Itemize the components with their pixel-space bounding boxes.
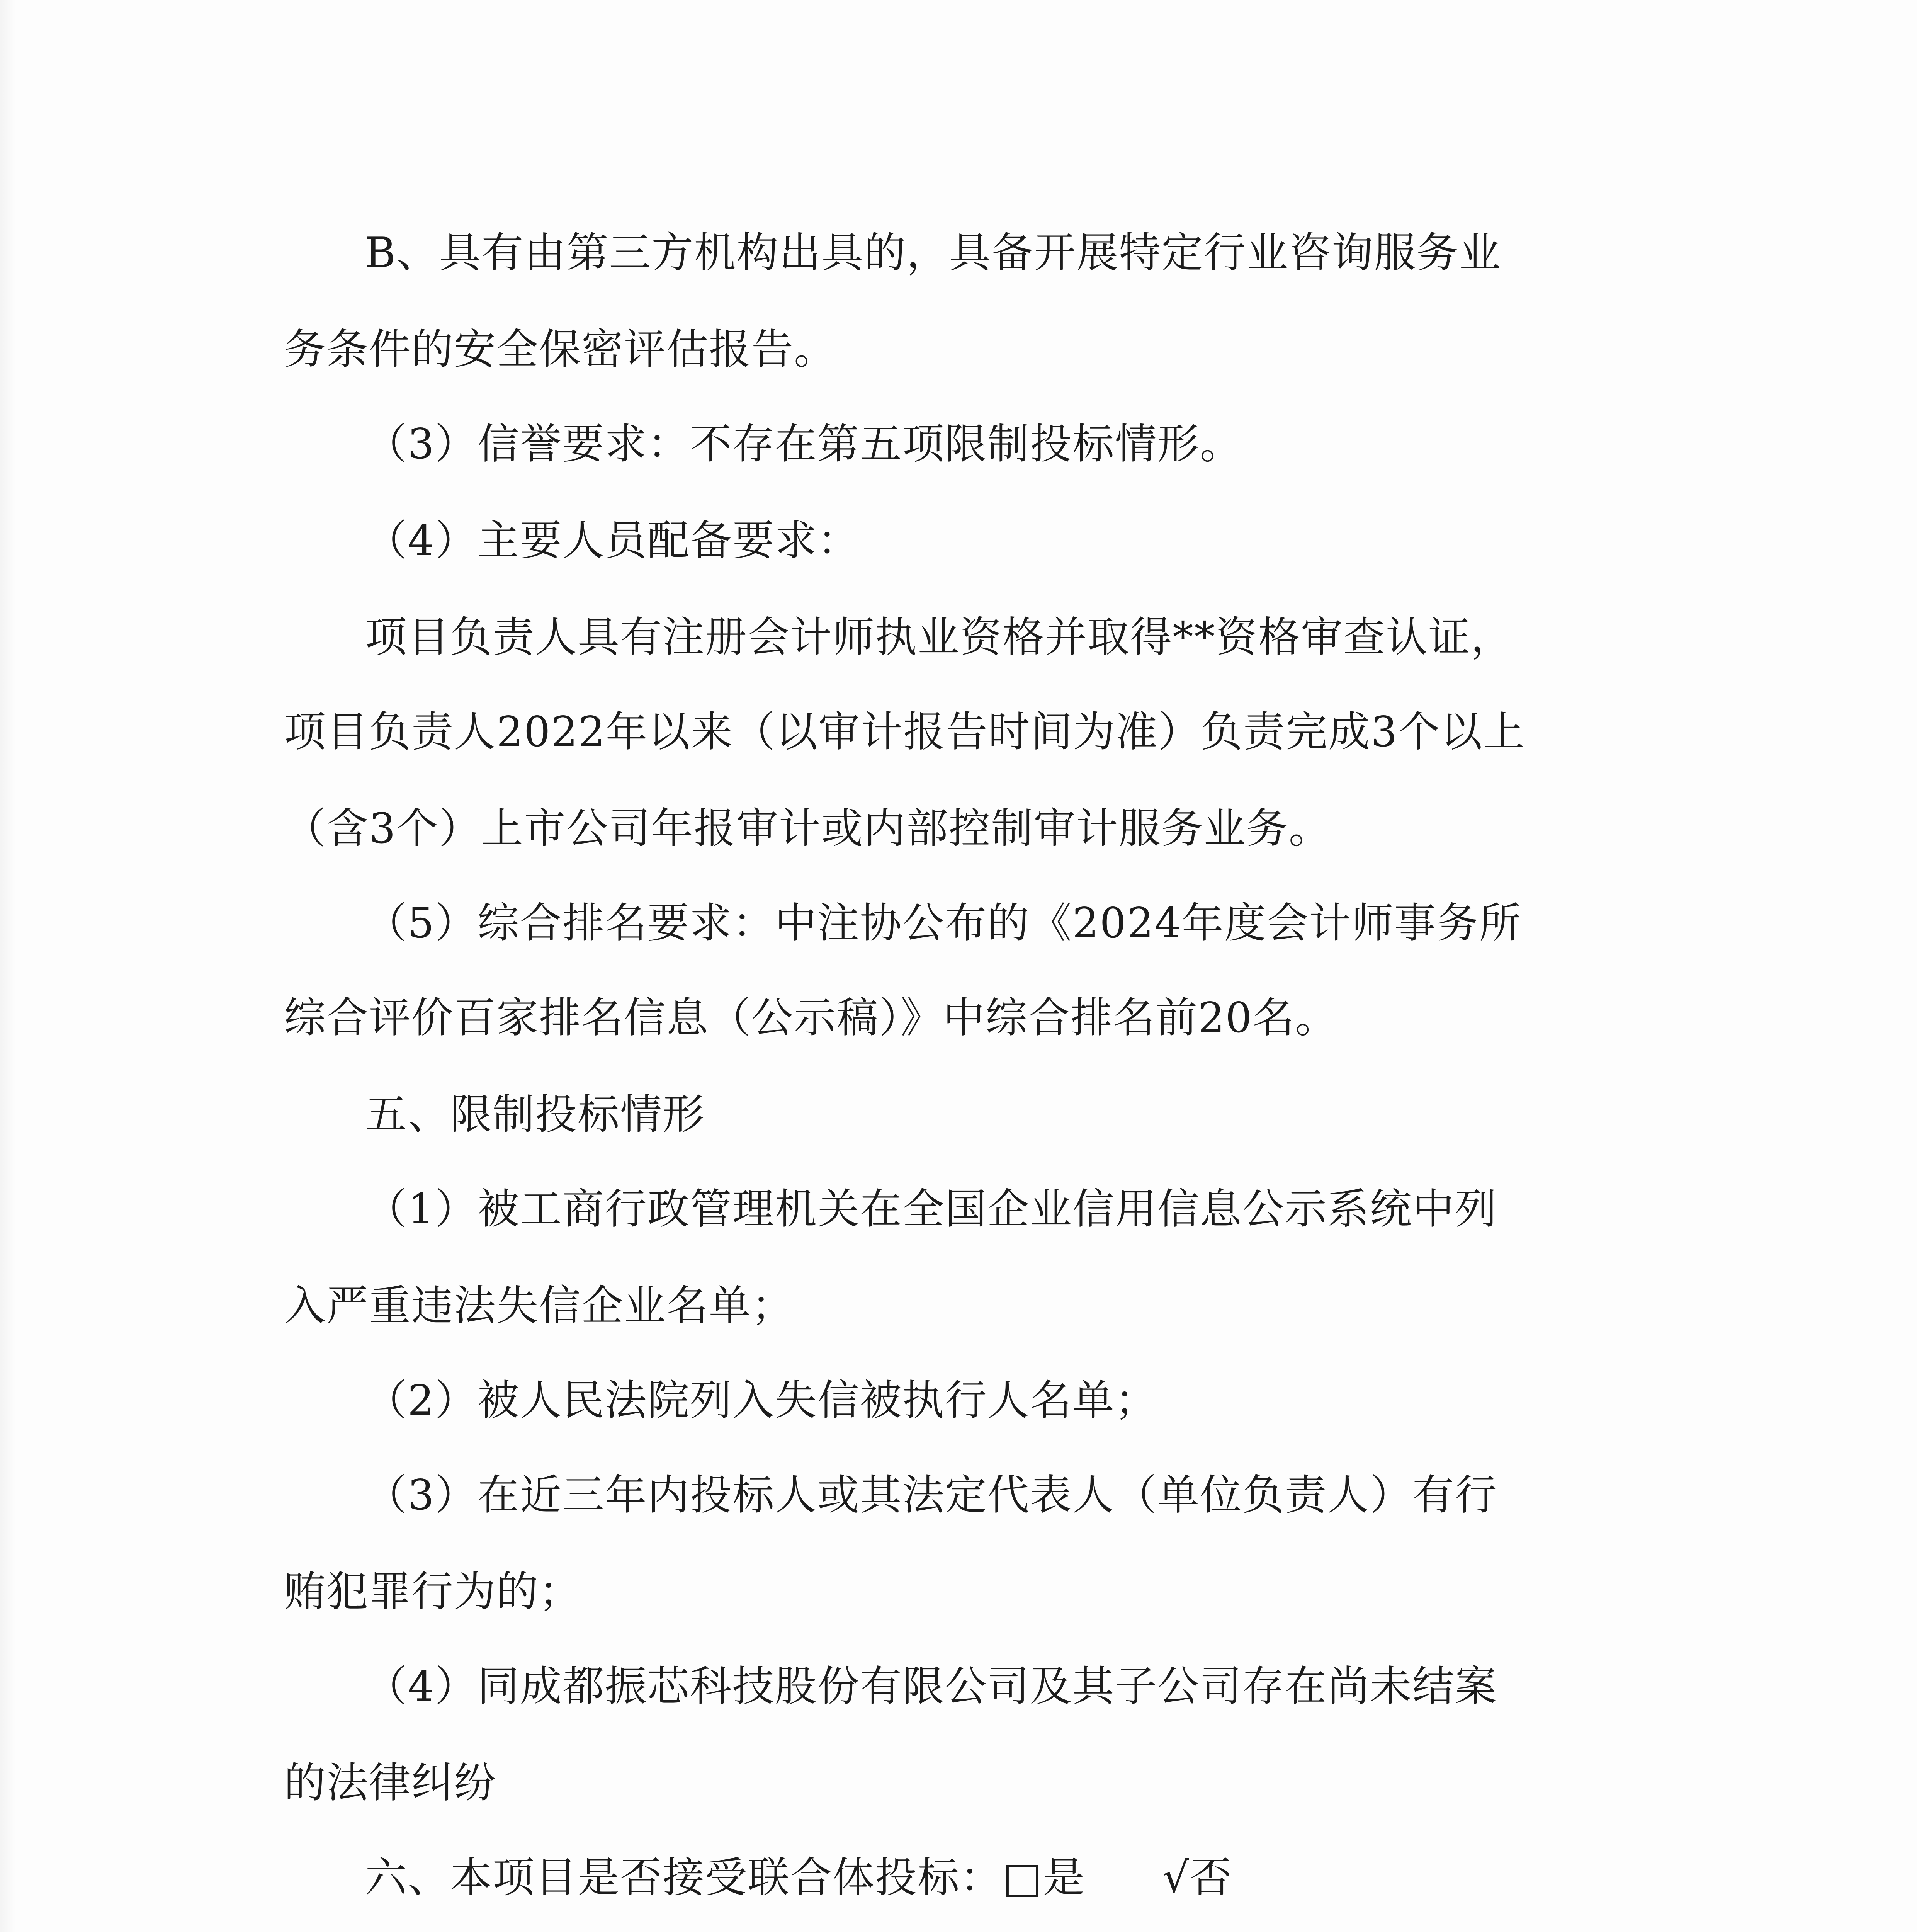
text-line-9: 综合评价百家排名信息（公示稿）》中综合排名前20名。 xyxy=(284,994,1338,1042)
text-line-12: 入严重违法失信企业名单； xyxy=(284,1282,794,1330)
option-no-label: 否 xyxy=(1190,1854,1232,1902)
consortium-line xyxy=(365,1851,1232,1905)
section-heading-6: 六、本项目是否接受联合体投标： xyxy=(365,1854,1003,1902)
text-line-16: （4）同成都振芯科技股份有限公司及其子公司存在尚未结案 xyxy=(365,1662,1497,1711)
text-line-2: 务条件的安全保密评估报告。 xyxy=(284,325,837,374)
text-line-11: （1）被工商行政管理机关在全国企业信用信息公示系统中列 xyxy=(365,1185,1497,1233)
text-line-17: 的法律纠纷 xyxy=(284,1759,497,1807)
text-line-1: B、具有由第三方机构出具的，具备开展特定行业咨询服务业 xyxy=(365,229,1502,277)
checkbox-icon: □ xyxy=(1003,1854,1043,1902)
text-line-6: 项目负责人2022年以来（以审计报告时间为准）负责完成3个以上 xyxy=(284,708,1526,756)
text-line-14: （3）在近三年内投标人或其法定代表人（单位负责人）有行 xyxy=(365,1471,1497,1519)
section-heading-5: 五、限制投标情形 xyxy=(365,1090,705,1139)
checkmark-icon: √ xyxy=(1162,1854,1190,1902)
text-line-15: 贿犯罪行为的； xyxy=(284,1568,582,1616)
option-yes-label: 是 xyxy=(1043,1854,1086,1902)
text-line-13: （2）被人民法院列入失信被执行人名单； xyxy=(365,1376,1157,1425)
scan-edge-left xyxy=(0,0,15,1932)
text-line-8: （5）综合排名要求：中注协公布的《2024年度会计师事务所 xyxy=(365,899,1522,947)
text-line-4: （4）主要人员配备要求： xyxy=(365,517,860,565)
text-line-7: （含3个）上市公司年报审计或内部控制审计服务业务。 xyxy=(284,804,1331,853)
text-line-5: 项目负责人具有注册会计师执业资格并取得**资格审查认证， xyxy=(365,613,1514,662)
text-line-3: （3）信誉要求：不存在第五项限制投标情形。 xyxy=(365,420,1242,468)
